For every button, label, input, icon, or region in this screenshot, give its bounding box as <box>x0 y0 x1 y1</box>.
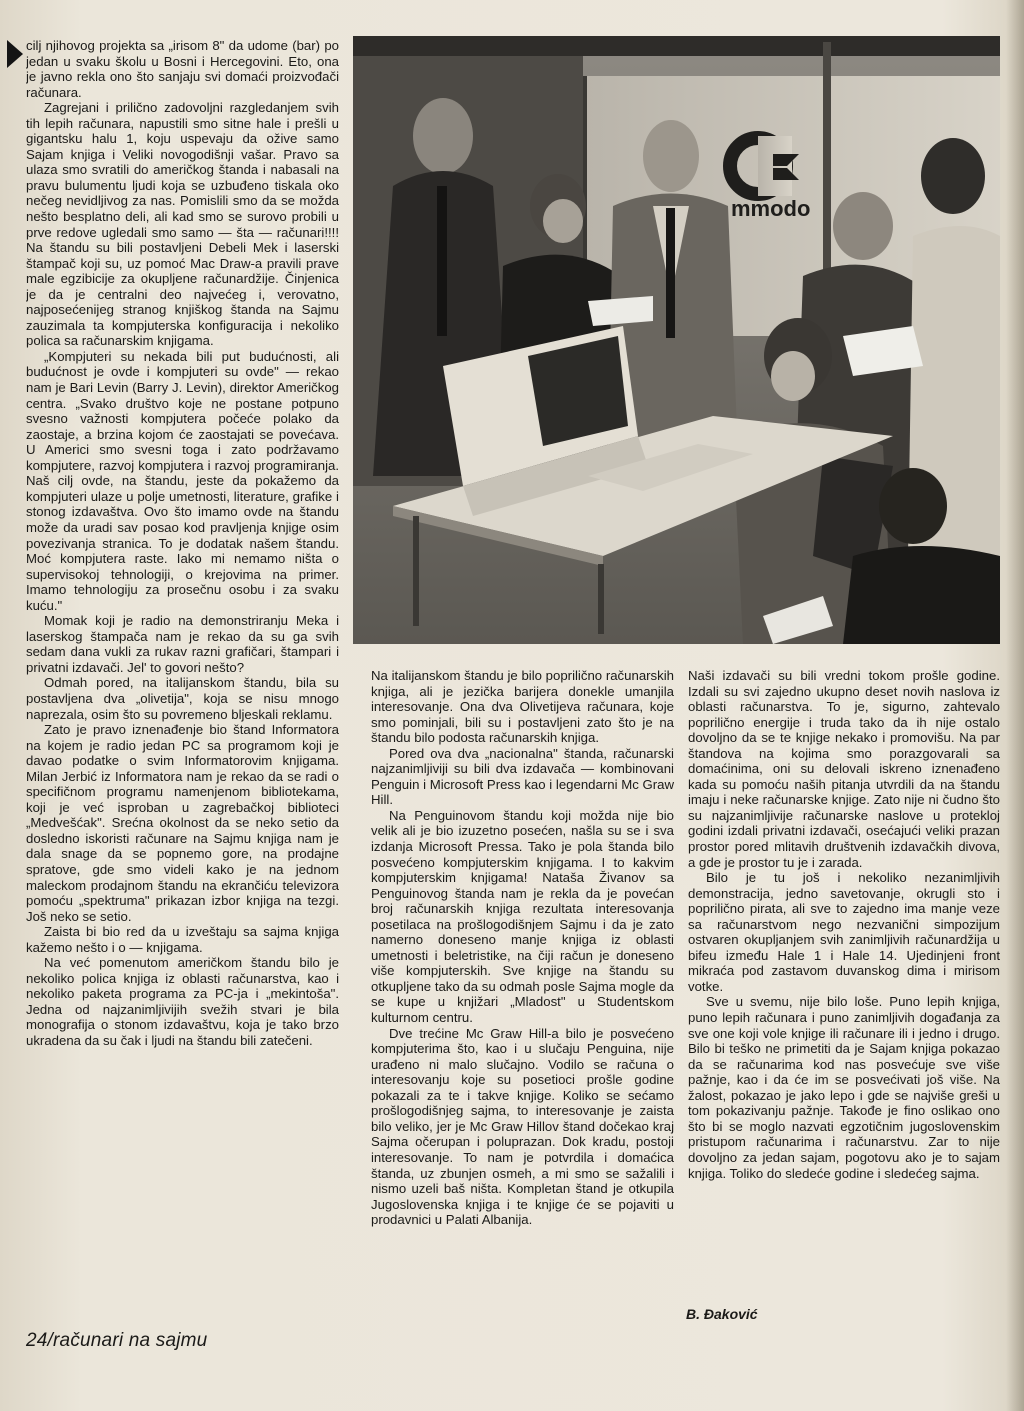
article-paragraph: Na već pomenutom američkom štandu bilo je nekoliko polica knjiga iz oblasti računarstva, kao i nekoliko paketa programa za PC-ja i „mekintoša". Jedna od najzanimljivijih svežih stvari je bila monografija o stonom izdavaštvu, koja je tako brzo ukradena da su čak i ljudi na štandu bili zatečeni. <box>26 955 339 1048</box>
article-paragraph: Bilo je tu još i nekoliko nezanimljivih demonstracija, jedno savetovanje, okrugli sto i poprilično pirata, ali sve to zajedno ima manje veze sa računarstvom nego nezvanični simpozijum ostvaren okupljanjem svih zanimljivih računardžija u bifeu između Hale 1 i Hale 14. Ujedinjeni front mikraća pod zastavom duvanskog dima i mirisom votke. <box>688 870 1000 994</box>
article-paragraph: Odmah pored, na italijanskom štandu, bila su postavljena dva „olivetija", koja se nisu mnogo naprezala, osim što su povremeno bljeskali reklamu. <box>26 675 339 722</box>
page-number: 24 <box>26 1330 48 1351</box>
article-column-left <box>26 38 339 1324</box>
article-photo <box>353 36 1000 644</box>
article-paragraph: Na Penguinovom štandu koji možda nije bio velik ali je bio izuzetno posećen, našla su se i sva izdanja Microsoft Pressa. Tako je pola štanda bilo posvećeno kompjuterskim knjigama. I to kakvim kompjuterskim knjigama! Nataša Živanov sa Penguinovog štanda nam je rekla da je povećan broj računarskih knjiga rezultata interesovanja posetilaca na prošlogodišnjem Sajmu i da je zato namerno doneseno manje knjiga iz oblasti umetnosti i beletristike, na čiji račun je doneseno više kompjuterskih. Sve knjige na štandu su otkupljene tako da su odmah posle Sajma mogle da se kupe u knjižari „Mladost" u Studentskom kulturnom centru. <box>371 807 674 1026</box>
article-paragraph: Zaista bi bio red da u izveštaju sa sajma knjiga kažemo nešto i o — knjigama. <box>26 924 339 955</box>
page-footer <box>26 1330 207 1352</box>
page-edge-shadow <box>1006 0 1024 1411</box>
booth-logo-text: mmodo <box>731 196 811 221</box>
article-paragraph: Pored ova dva „nacionalna" štanda, računarski najzanimljiviji su bili dva izdavača — kombinovani Penguin i Microsoft Press kao i legendarni Mc Graw Hill. <box>371 745 674 808</box>
article-paragraph: Sve u svemu, nije bilo loše. Puno lepih knjiga, puno lepih računara i puno zanimljivih događanja za sve one koji vole knjige ili računare ili i jedno i drugo. Bilo bi teško ne primetiti da je Sajam knjiga pokazao da se računarima kod nas posvećuje sve više pažnje, kao i da će im se posvećivati još više. Na žalost, pokazao je jako lepo i gde se najviše greši u tom pokazivanju pažnje. Takođe je fino oslikao ono što bi se moglo nazvati egzotičnim jugoslovenskim pristupom računarima i računarstvu. Zar to nije dovoljno za jedan sajam, pogotovu ako je to sajam knjiga. Toliko do sledeće godine i sledećeg sajma. <box>688 994 1000 1181</box>
article-column-right <box>688 668 1000 1296</box>
article-paragraph: Na italijanskom štandu je bilo poprilično računarskih knjiga, ali je jezička barijera donekle umanjila interesovanje. Ona dva Olivetijeva računara, koje smo pominjali, bili su i postavljeni zato što je na štandu bilo podosta računarskih knjiga. <box>371 668 674 746</box>
section-title: /računari na sajmu <box>47 1330 208 1351</box>
article-column-middle <box>371 668 674 1334</box>
article-paragraph: cilj njihovog projekta sa „irisom 8" da udome (bar) po jedan u svaku školu u Bosni i Hercegovini. Eto, ona je javno rekla ono što sanjaju svi domaći proizvođači računara. <box>26 38 339 100</box>
photo-illustration <box>353 36 1000 644</box>
continuation-arrow-icon <box>7 40 23 68</box>
article-paragraph: Momak koji je radio na demonstriranju Meka i laserskog štampača nam je rekao da su ga svih sedam dana vukli za rukav razni grafičari, štampari i privatni izdavači. Jel' to govori nešto? <box>26 613 339 675</box>
article-paragraph: Naši izdavači su bili vredni tokom prošle godine. Izdali su svi zajedno ukupno deset novih naslova iz oblasti računarstva. To je, sigurno, zahtevalo poprilično energije i truda tako da ih nije ostalo dovoljno da se te knjige nekako i promovišu. Na par štandova na kojima smo porazgovarali sa domaćinima, oni su delovali iskreno iznenađeno kada su pomoću naših pitanja utvrdili da na štandu imaju i neke računarske knjige. Zato nije ni čudno što su najzanimljivije računarske naslove u protekloj godini izdali privatni izdavači, osećajući veliki prazan prostor pored mlitavih društvenih izdavačkih divova, a gde je prostor tu je i zarada. <box>688 668 1000 870</box>
article-paragraph: „Kompjuteri su nekada bili put budućnosti, ali budućnost je ovde i kompjuteri su ovde" — rekao nam je Bari Levin (Barry J. Levin), direktor Američkog centra. „Svako društvo koje ne postane potpuno svesno važnosti kompjutera počeće polako da zaostaje, a brzina kojom će zaostajati se povećava. U Americi smo svesni toga i zato podržavamo kompjutere, razvoj kompjutera i razvoj programiranja. Naš cilj ovde, na štandu, jeste da pokažemo da kompjuteri ulaze u polje umetnosti, literature, grafike i stonog izdavaštva. Ovo što imamo ovde na štandu može da uradi sav posao kod pravljenja knjige osim povezivanja stranica. To je dodatak našem štandu. Moć kompjutera raste. Iako mi nemamo ništa o supervisokoj tehnologiji, o krejovima na primer. Imamo tehnologiju za prosečnu osobu i za svaku kuću." <box>26 348 339 613</box>
article-paragraph: Zato je pravo iznenađenje bio štand Informatora na kojem je radio jedan PC sa programom koji je davao podatke o svim Informatorovim knjigama. Milan Jerbić iz Informatora nam je rekao da se radi o specifičnom programu namenjenom bibliotekama, koji je već isproban u zagrebačkoj biblioteci „Medvešćak". Srećna okolnost da se neko setio da dosledno iskoristi računare na Sajmu knjiga nam je dala snage da se popnemo gore, na prodajne spratove, gde smo videli kako je na jednom maleckom prodajnom štandu na ekrančiću televizora pomoću „spektruma" prikazan izbor knjiga na tezgi. Još neko se setio. <box>26 722 339 924</box>
article-paragraph: Dve trećine Mc Graw Hill-a bilo je posvećeno kompjuterima što, kao i u slučaju Penguina, nije urađeno ni malo slučajno. Vodilo se računa o interesovanju koje su posetioci prošle godine pokazali za te i takve knjige. Koliko se sećamo prošlogodišnjeg sajma, to interesovanje je zaista bilo veliko, jer je Mc Graw Hillov štand dočekao kraj Sajma očerupan i poluprazan. Dok kradu, postoji interesovanje. To nam je potvrdila i domaćica štanda, uz zbunjen osmeh, a mi smo se sažalili i nismo uzeli baš ništa. Kompletan štand je otkupila Jugoslovenska knjiga i te knjige će se pojaviti u prodavnici u Palati Albanija. <box>371 1025 674 1228</box>
article-paragraph: Zagrejani i prilično zadovoljni razgledanjem svih tih lepih računara, napustili smo sitne hale i prešli u gigantsku halu 1, koju uspevaju da ožive samo Sajam knjiga i Veliki novogodišnji vašar. Pravo sa ulaza smo svratili do američkog štanda i nabasali na pravu bulumentu ljudi koja se uzbuđeno tiskala oko nečeg nevidljivog za nas. Pomislili smo da se možda nešto besplatno deli, ali kad smo se surovo probili u prve redove ugledali smo samo — šta — računari!!!! Na štandu su bili postavljeni Debeli Mek i laserski štampač koji su, uz pomoć Mac Draw-a pravili prave male egzibicije za okupljene računardžije. Činjenica je da je centralni deo najvećeg i, verovatno, najposećenijeg stranog knjiškog štanda na Sajmu zauzimala ta kompjuterska konfiguracija i nekoliko polica sa računarskim knjigama. <box>26 100 339 349</box>
author-signature: B. Đaković <box>686 1306 758 1322</box>
